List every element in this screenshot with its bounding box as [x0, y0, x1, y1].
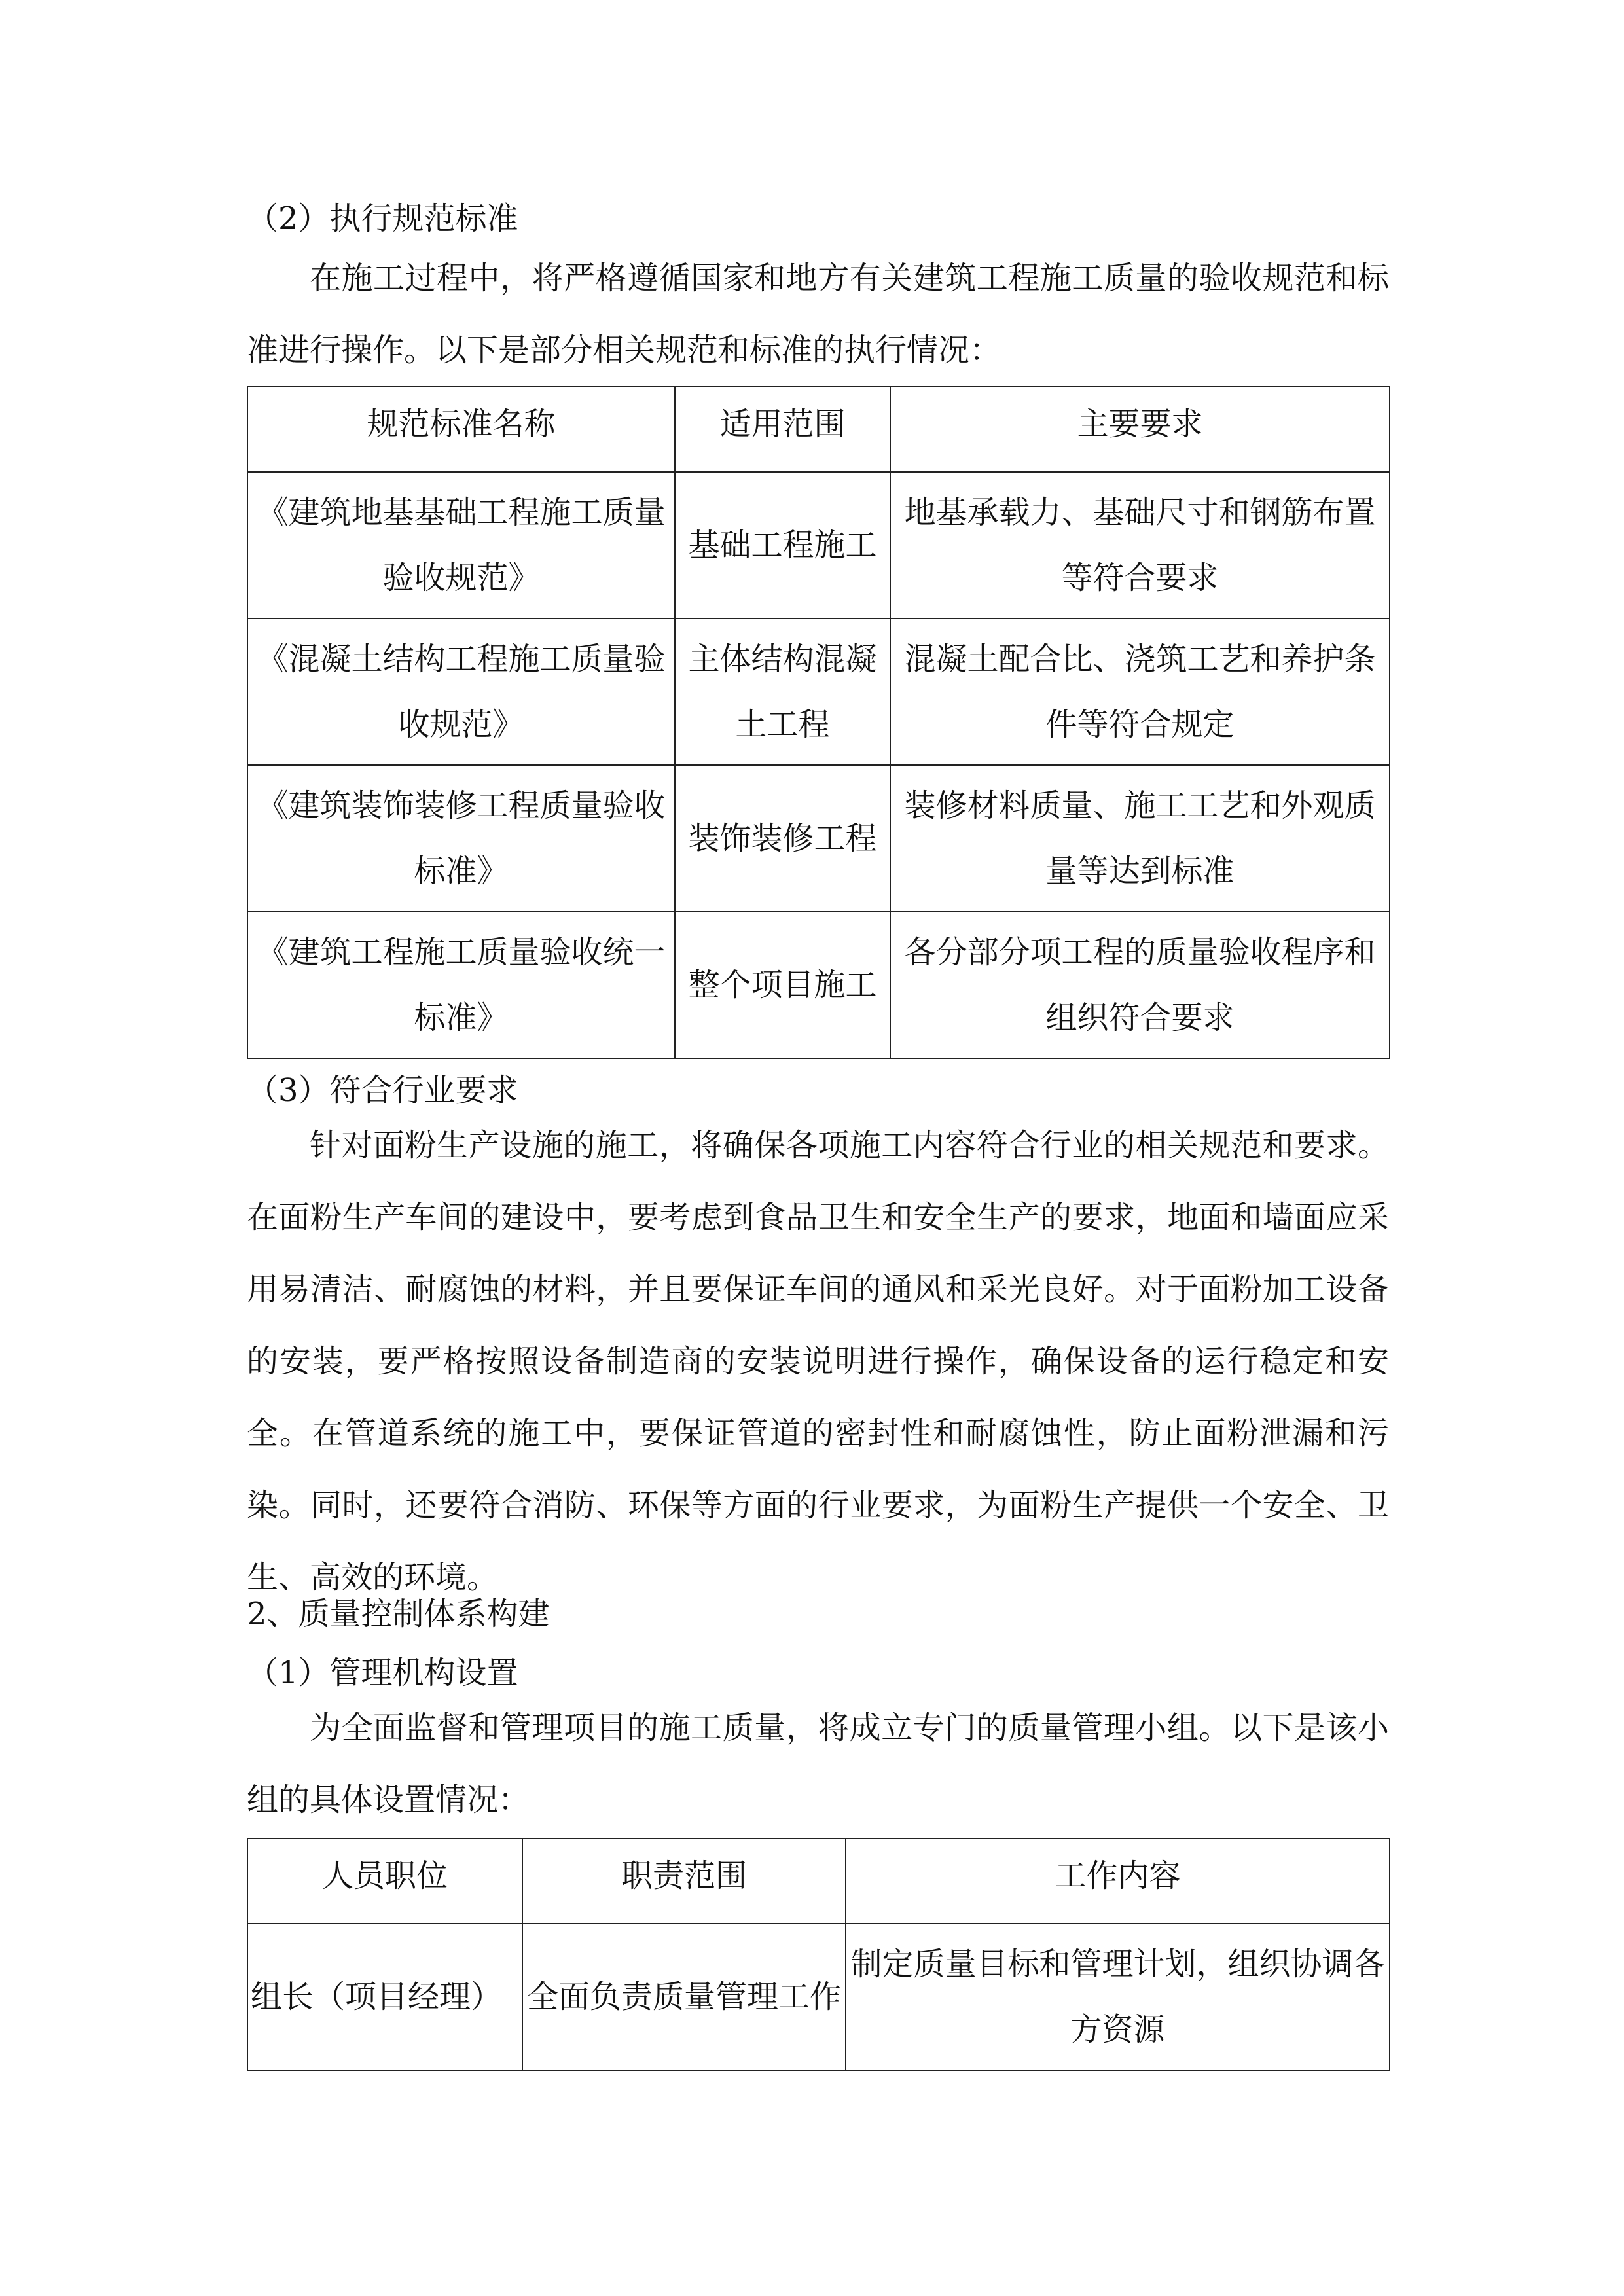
- requirement-cell: 地基承载力、基础尺寸和钢筋布置等符合要求: [890, 472, 1390, 619]
- standard-name-cell: 《建筑工程施工质量验收统一标准》: [247, 912, 675, 1058]
- scope-cell: 装饰装修工程: [675, 765, 890, 912]
- table-row: [247, 1924, 1390, 2070]
- table-row: [247, 472, 1390, 619]
- table-row: [247, 912, 1390, 1058]
- scope-cell: 主体结构混凝土工程: [675, 619, 890, 765]
- position-cell: 组长（项目经理）: [247, 1924, 522, 2070]
- table-header-row: [247, 1839, 1390, 1924]
- standard-name-cell: 《建筑地基基础工程施工质量验收规范》: [247, 472, 675, 619]
- standard-name-cell: 《建筑装饰装修工程质量验收标准》: [247, 765, 675, 912]
- section-heading-execute-standards: （2）执行规范标准: [247, 200, 518, 237]
- table-header-cell: 工作内容: [846, 1839, 1390, 1924]
- intro-paragraph-management-team: 为全面监督和管理项目的施工质量，将成立专门的质量管理小组。以下是该小组的具体设置情况：: [247, 1710, 1389, 1818]
- table-header-cell: 规范标准名称: [247, 387, 675, 472]
- standards-table: [247, 386, 1390, 1059]
- requirement-cell: 混凝土配合比、浇筑工艺和养护条件等符合规定: [890, 619, 1390, 765]
- work-content-cell: 制定质量目标和管理计划，组织协调各方资源: [846, 1924, 1390, 2070]
- scope-cell: 基础工程施工: [675, 472, 890, 619]
- table-header-row: [247, 387, 1390, 472]
- industry-requirements-paragraph: 针对面粉生产设施的施工，将确保各项施工内容符合行业的相关规范和要求。在面粉生产车间的建设中，要考虑到食品卫生和安全生产的要求，地面和墙面应采用易清洁、耐腐蚀的材料，并且要保证车间的通风和采光良好。对于面粉加工设备的安装，要严格按照设备制造商的安装说明进行操作，确保设备的运行稳定和安全。在管道系统的施工中，要保证管道的密封性和耐腐蚀性，防止面粉泄漏和污染。同时，还要符合消防、环保等方面的行业要求，为面粉生产提供一个安全、卫生、高效的环境。: [247, 1127, 1389, 1596]
- intro-paragraph-standards: 在施工过程中，将严格遵循国家和地方有关建筑工程施工质量的验收规范和标准进行操作。以下是部分相关规范和标准的执行情况：: [247, 260, 1389, 368]
- section-heading-industry-requirements: （3）符合行业要求: [247, 1072, 518, 1109]
- table-header-cell: 适用范围: [675, 387, 890, 472]
- management-team-table: [247, 1838, 1390, 2071]
- table-row: [247, 765, 1390, 912]
- requirement-cell: 装修材料质量、施工工艺和外观质量等达到标准: [890, 765, 1390, 912]
- scope-cell: 整个项目施工: [675, 912, 890, 1058]
- standard-name-cell: 《混凝土结构工程施工质量验收规范》: [247, 619, 675, 765]
- duty-cell: 全面负责质量管理工作: [522, 1924, 846, 2070]
- table-header-cell: 职责范围: [522, 1839, 846, 1924]
- requirement-cell: 各分部分项工程的质量验收程序和组织符合要求: [890, 912, 1390, 1058]
- table-row: [247, 619, 1390, 765]
- sub-heading-management-organization: （1）管理机构设置: [247, 1655, 518, 1691]
- table-header-cell: 人员职位: [247, 1839, 522, 1924]
- table-header-cell: 主要要求: [890, 387, 1390, 472]
- section-heading-quality-control-system: 2、质量控制体系构建: [247, 1596, 550, 1632]
